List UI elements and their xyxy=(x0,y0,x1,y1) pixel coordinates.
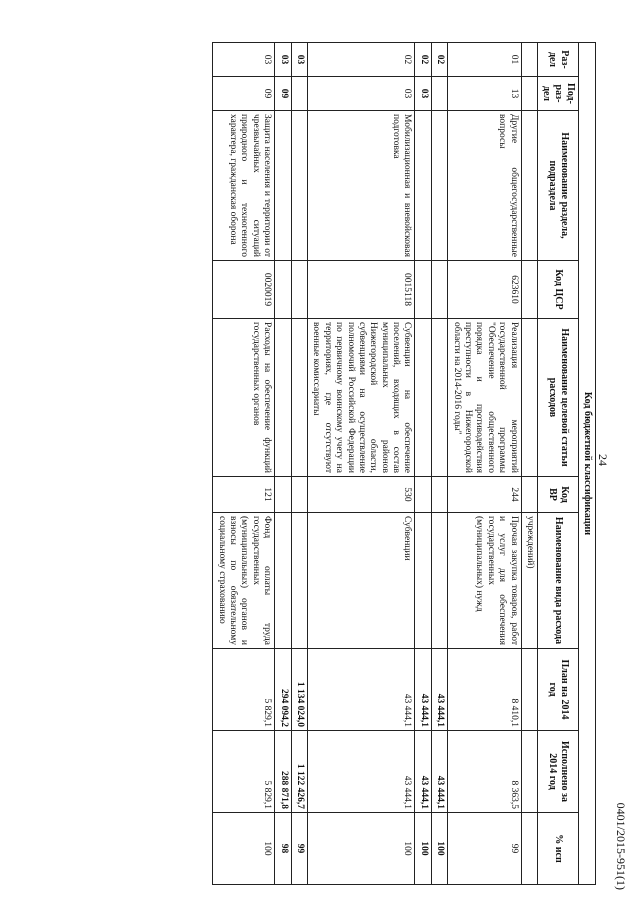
budget-table xyxy=(212,42,596,885)
cell-razdel: 03 xyxy=(291,43,307,77)
table-body xyxy=(213,43,538,885)
col-header-vr: Код ВР xyxy=(538,477,579,513)
col-header-name-razdel: Наименование раздела, подраздела xyxy=(538,111,579,261)
cell-pct: 99 xyxy=(291,813,307,885)
cell-vr xyxy=(275,477,291,513)
cell-name-razdel: Мобилизационная и вневойсковая подготовка xyxy=(307,111,415,261)
cell-plan: 43 444,1 xyxy=(307,649,415,731)
cell-name-vr: Субвенции xyxy=(307,513,415,649)
cell-plan: 8 410,1 xyxy=(448,649,521,731)
cell-name-vr: учреждений) xyxy=(521,513,537,649)
cell-name-csr: Субвенции на обеспечение поселений, входящих в состав муниципальных районов Нижегородской области, субвенциями на осуществление полномочий Российской Федерации по первичному воинскому учету на территориях, где отсутствуют военные комиссариаты xyxy=(307,319,415,477)
col-header-pct: % исп xyxy=(538,813,579,885)
cell-name-vr: Прочая закупка товаров, работ и услуг для обеспечения государственных (муниципальных) нужд xyxy=(448,513,521,649)
cell-name-razdel xyxy=(275,111,291,261)
cell-podrazdel xyxy=(521,77,537,111)
cell-vr xyxy=(431,477,447,513)
cell-vr xyxy=(291,477,307,513)
cell-ispolneno xyxy=(521,731,537,813)
cell-name-csr xyxy=(431,319,447,477)
cell-razdel: 02 xyxy=(307,43,415,77)
classification-group-header: Код бюджетной классификации xyxy=(579,43,596,885)
cell-name-vr xyxy=(415,513,431,649)
cell-name-razdel xyxy=(291,111,307,261)
cell-ispolneno: 5 829,1 xyxy=(213,731,275,813)
cell-plan: 43 444,1 xyxy=(431,649,447,731)
cell-csr: 623610 xyxy=(448,261,521,319)
cell-vr xyxy=(521,477,537,513)
cell-pct xyxy=(521,813,537,885)
cell-name-razdel xyxy=(415,111,431,261)
cell-name-razdel xyxy=(431,111,447,261)
cell-name-csr xyxy=(275,319,291,477)
cell-ispolneno: 43 444,1 xyxy=(307,731,415,813)
cell-vr xyxy=(415,477,431,513)
table-row xyxy=(307,43,415,885)
col-header-plan: План на 2014 год xyxy=(538,649,579,731)
table-row xyxy=(448,43,521,885)
col-header-ispolneno: Исполнено за 2014 год xyxy=(538,731,579,813)
cell-plan xyxy=(521,649,537,731)
table-row xyxy=(291,43,307,885)
cell-razdel: 03 xyxy=(213,43,275,77)
cell-csr xyxy=(431,261,447,319)
cell-vr: 244 xyxy=(448,477,521,513)
cell-ispolneno: 1 122 426,7 xyxy=(291,731,307,813)
cell-csr xyxy=(291,261,307,319)
col-header-name-csr: Наименование целевой статьи расходов xyxy=(538,319,579,477)
cell-podrazdel xyxy=(291,77,307,111)
cell-podrazdel: 03 xyxy=(307,77,415,111)
page-number: 24 xyxy=(596,454,610,466)
cell-name-razdel: Защита населения и территории от чрезвычайных ситуаций природного и техногенного характера, гражданская оборона xyxy=(213,111,275,261)
cell-pct: 100 xyxy=(213,813,275,885)
cell-name-csr xyxy=(291,319,307,477)
cell-ispolneno: 43 444,1 xyxy=(431,731,447,813)
cell-pct: 98 xyxy=(275,813,291,885)
cell-plan: 5 829,1 xyxy=(213,649,275,731)
cell-name-vr xyxy=(275,513,291,649)
cell-vr: 121 xyxy=(213,477,275,513)
col-header-name-vr: Наименование вида расхода xyxy=(538,513,579,649)
col-header-csr: Код ЦСР xyxy=(538,261,579,319)
cell-name-csr: Расходы на обеспечение функций государственных органов xyxy=(213,319,275,477)
cell-podrazdel: 03 xyxy=(415,77,431,111)
cell-podrazdel xyxy=(431,77,447,111)
cell-plan: 294 094,2 xyxy=(275,649,291,731)
cell-name-razdel: Другие общегосударственные вопросы xyxy=(448,111,521,261)
cell-csr: 0015118 xyxy=(307,261,415,319)
cell-ispolneno: 43 444,1 xyxy=(415,731,431,813)
cell-name-vr xyxy=(291,513,307,649)
cell-csr xyxy=(415,261,431,319)
cell-razdel: 02 xyxy=(415,43,431,77)
cell-pct: 99 xyxy=(448,813,521,885)
cell-ispolneno: 8 363,5 xyxy=(448,731,521,813)
cell-name-vr xyxy=(431,513,447,649)
cell-pct: 100 xyxy=(431,813,447,885)
cell-name-vr: Фонд оплаты труда государственных (муниципальных) органов и взносы по обязательному социальному страхованию xyxy=(213,513,275,649)
table-row xyxy=(431,43,447,885)
cell-podrazdel: 09 xyxy=(213,77,275,111)
cell-vr: 530 xyxy=(307,477,415,513)
cell-razdel: 01 xyxy=(448,43,521,77)
table-row xyxy=(521,43,537,885)
cell-csr xyxy=(521,261,537,319)
cell-plan: 1 134 024,0 xyxy=(291,649,307,731)
cell-name-csr: Реализация мероприятий государственной программы "Обеспечение общественного порядка и противодействия преступности в Нижегородской области на 2014-2016 годы" xyxy=(448,319,521,477)
cell-plan: 43 444,1 xyxy=(415,649,431,731)
cell-podrazdel: 09 xyxy=(275,77,291,111)
document-code: 0401/2015-951(1) xyxy=(614,802,628,890)
table-row xyxy=(213,43,275,885)
cell-podrazdel: 13 xyxy=(448,77,521,111)
table-row xyxy=(275,43,291,885)
cell-pct: 100 xyxy=(415,813,431,885)
cell-ispolneno: 288 871,8 xyxy=(275,731,291,813)
col-header-podrazdel: Под-раз-дел xyxy=(538,77,579,111)
table-row xyxy=(415,43,431,885)
cell-razdel xyxy=(521,43,537,77)
cell-name-razdel xyxy=(521,111,537,261)
cell-name-csr xyxy=(415,319,431,477)
cell-razdel: 02 xyxy=(431,43,447,77)
cell-pct: 100 xyxy=(307,813,415,885)
cell-csr: 0020019 xyxy=(213,261,275,319)
col-header-razdel: Раз-дел xyxy=(538,43,579,77)
cell-csr xyxy=(275,261,291,319)
cell-name-csr xyxy=(521,319,537,477)
cell-razdel: 03 xyxy=(275,43,291,77)
